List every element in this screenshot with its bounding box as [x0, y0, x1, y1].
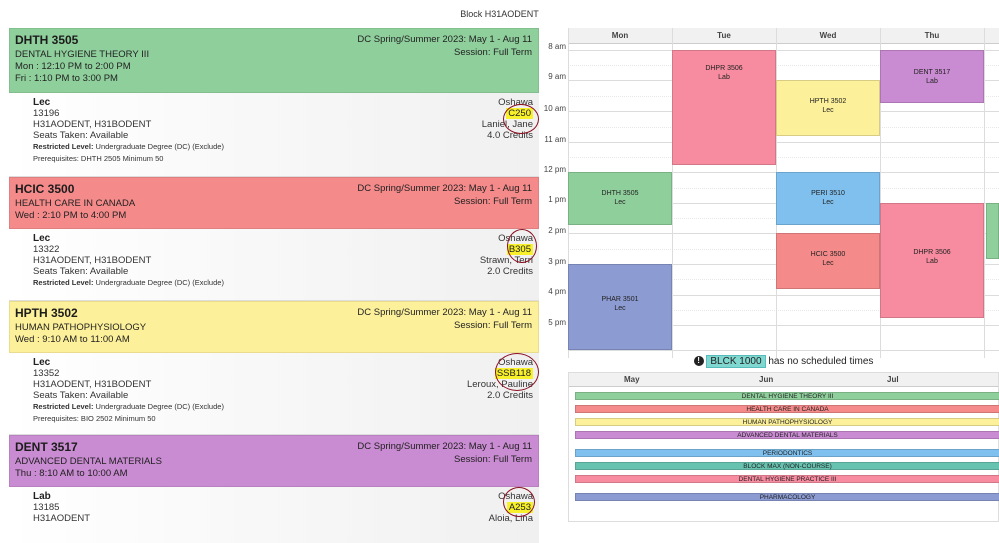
hour-label: 5 pm — [548, 318, 566, 327]
info-icon: ! — [694, 356, 704, 366]
event-kind: Lab — [926, 258, 938, 265]
course-name: ADVANCED DENTAL MATERIALS — [15, 456, 162, 467]
term-info — [357, 306, 532, 332]
timeline-bar[interactable]: BLOCK MAX (NON-COURSE) — [575, 462, 999, 470]
credits: 4.0 Credits — [487, 130, 533, 141]
meeting-time: Wed : 9:10 AM to 11:00 AM — [15, 334, 130, 345]
calendar-event-partial[interactable] — [986, 203, 999, 259]
section-type: Lec — [33, 357, 51, 368]
crn: 13352 — [33, 368, 60, 379]
section-blocks: H31AODENT — [33, 513, 91, 524]
day-divider — [984, 28, 985, 358]
room-number: A253 — [508, 502, 531, 513]
course-code: HCIC 3500 — [15, 182, 75, 196]
month-label: May — [624, 375, 640, 384]
event-code: PHAR 3501 — [601, 296, 639, 303]
timeline-bar[interactable]: HEALTH CARE IN CANADA — [575, 405, 999, 413]
event-code: DHPR 3506 — [705, 65, 743, 72]
course-name: DENTAL HYGIENE THEORY III — [15, 49, 150, 60]
campus: Oshawa — [498, 233, 533, 244]
course-header[interactable] — [9, 177, 539, 229]
calendar-event[interactable] — [880, 203, 984, 318]
section-details[interactable] — [9, 93, 539, 177]
calendar-day-header — [568, 28, 999, 44]
term-timeline — [568, 372, 999, 522]
month-label: Jul — [887, 375, 899, 384]
section-details[interactable] — [9, 229, 539, 301]
term-dates: DC Spring/Summer 2023: May 1 - Aug 11 — [357, 441, 532, 452]
event-kind: Lab — [718, 74, 730, 81]
day-label: Mon — [611, 31, 629, 40]
section-details[interactable] — [9, 487, 539, 543]
event-kind: Lec — [822, 199, 834, 206]
hour-label: 10 am — [543, 104, 566, 113]
meeting-time: Thu : 8:10 AM to 10:00 AM — [15, 468, 128, 479]
course-card — [9, 301, 539, 435]
hour-label: 8 am — [548, 42, 566, 51]
term-info — [357, 33, 532, 59]
calendar-event[interactable] — [568, 264, 672, 350]
timeline-bar[interactable]: PHARMACOLOGY — [575, 493, 999, 501]
calendar-event[interactable] — [776, 233, 880, 289]
restricted-level: Restricted Level: Undergraduate Degree (DC) (Exclude) — [33, 402, 224, 411]
course-name: HUMAN PATHOPHYSIOLOGY — [15, 322, 147, 333]
grid-line — [568, 350, 999, 351]
crn: 13196 — [33, 108, 60, 119]
course-name: HEALTH CARE IN CANADA — [15, 198, 136, 209]
session-label: Session: Full Term — [454, 196, 532, 207]
session-label: Session: Full Term — [454, 454, 532, 465]
section-blocks: H31AODENT, H31BODENT — [33, 255, 152, 266]
section-type: Lec — [33, 233, 51, 244]
course-code: DHTH 3505 — [15, 33, 79, 47]
credits: 2.0 Credits — [487, 390, 533, 401]
room-circle-annotation — [507, 229, 537, 263]
instructor: Aloia, Lina — [488, 513, 533, 524]
calendar-event[interactable] — [672, 50, 776, 165]
course-card — [9, 28, 539, 177]
hour-label: 2 pm — [548, 226, 566, 235]
day-label: Tue — [717, 31, 731, 40]
course-list — [9, 28, 539, 543]
section-details[interactable] — [9, 353, 539, 435]
term-info — [357, 182, 532, 208]
crn: 13185 — [33, 502, 60, 513]
hour-label: 1 pm — [548, 195, 566, 204]
event-kind: Lec — [822, 260, 834, 267]
restricted-level: Restricted Level: Undergraduate Degree (DC) (Exclude) — [33, 142, 224, 151]
seats-taken: Seats Taken: Available — [33, 266, 129, 277]
term-dates: DC Spring/Summer 2023: May 1 - Aug 11 — [357, 183, 532, 194]
day-label: Thu — [924, 31, 940, 40]
calendar-event[interactable] — [776, 172, 880, 225]
timeline-bar[interactable]: PERIODONTICS — [575, 449, 999, 457]
course-card — [9, 435, 539, 543]
room-number: C250 — [508, 108, 531, 119]
section-blocks: H31AODENT, H31BODENT — [33, 119, 152, 130]
event-code: HCIC 3500 — [810, 251, 846, 258]
term-dates: DC Spring/Summer 2023: May 1 - Aug 11 — [357, 307, 532, 318]
seats-taken: Seats Taken: Available — [33, 390, 129, 401]
course-code: DENT 3517 — [15, 440, 78, 454]
hour-label: 11 am — [544, 135, 566, 144]
course-header[interactable] — [9, 301, 539, 353]
room-circle-annotation — [503, 104, 539, 134]
crn: 13322 — [33, 244, 60, 255]
meeting-time: Fri : 1:10 PM to 3:00 PM — [15, 73, 118, 84]
section-type: Lab — [33, 491, 51, 502]
calendar-event[interactable] — [568, 172, 672, 225]
timeline-bar[interactable]: ADVANCED DENTAL MATERIALS — [575, 431, 999, 439]
timeline-header — [569, 373, 998, 387]
meeting-time: Wed : 2:10 PM to 4:00 PM — [15, 210, 127, 221]
timeline-bar[interactable]: DENTAL HYGIENE THEORY III — [575, 392, 999, 400]
event-kind: Lec — [822, 107, 834, 114]
event-code: HPTH 3502 — [809, 98, 847, 105]
course-header[interactable] — [9, 28, 539, 93]
event-code: DHTH 3505 — [601, 190, 639, 197]
room-circle-annotation — [503, 487, 535, 517]
course-card — [9, 177, 539, 301]
grid-line — [568, 157, 999, 158]
block-title: Block H31AODENT — [460, 9, 539, 19]
timeline-bar[interactable]: DENTAL HYGIENE PRACTICE III — [575, 475, 999, 483]
campus: Oshawa — [498, 357, 533, 368]
month-label: Jun — [759, 375, 774, 384]
day-label: Wed — [819, 31, 837, 40]
term-dates: DC Spring/Summer 2023: May 1 - Aug 11 — [357, 34, 532, 45]
weekly-calendar — [540, 28, 999, 358]
room-circle-annotation — [495, 353, 539, 391]
seats-taken: Seats Taken: Available — [33, 130, 129, 141]
campus: Oshawa — [498, 491, 533, 502]
session-label: Session: Full Term — [454, 47, 532, 58]
hour-label: 3 pm — [548, 257, 566, 266]
instructor: Laniel, Jane — [481, 119, 533, 130]
section-blocks: H31AODENT, H31BODENT — [33, 379, 152, 390]
instructor: Leroux, Pauline — [466, 379, 533, 390]
event-kind: Lec — [614, 305, 626, 312]
session-label: Session: Full Term — [454, 320, 532, 331]
block-code-badge[interactable]: BLCK 1000 — [706, 355, 765, 368]
restricted-level: Restricted Level: Undergraduate Degree (DC) (Exclude) — [33, 278, 224, 287]
hour-label: 12 pm — [543, 165, 566, 174]
grid-line — [568, 142, 999, 143]
section-type: Lec — [33, 97, 51, 108]
calendar-event[interactable] — [880, 50, 984, 103]
no-schedule-notice — [568, 356, 999, 367]
timeline-bar[interactable]: HUMAN PATHOPHYSIOLOGY — [575, 418, 999, 426]
room-number: B305 — [508, 244, 531, 255]
no-schedule-text: has no scheduled times — [768, 356, 874, 367]
meeting-time: Mon : 12:10 PM to 2:00 PM — [15, 61, 131, 72]
hour-label: 9 am — [548, 72, 566, 81]
event-code: PERI 3510 — [811, 190, 845, 197]
room-number: SSB118 — [496, 368, 531, 379]
credits: 2.0 Credits — [487, 266, 533, 277]
hour-label: 4 pm — [548, 287, 566, 296]
course-header[interactable] — [9, 435, 539, 487]
prerequisites: Prerequisites: DHTH 2505 Minimum 50 — [33, 154, 164, 163]
event-kind: Lec — [614, 199, 626, 206]
instructor: Strawn, Terri — [479, 255, 533, 266]
term-info — [357, 440, 532, 466]
event-code: DHPR 3506 — [913, 249, 951, 256]
campus: Oshawa — [498, 97, 533, 108]
event-code: DENT 3517 — [913, 69, 951, 76]
prerequisites: Prerequisites: BIO 2502 Minimum 50 — [33, 414, 156, 423]
event-kind: Lab — [926, 78, 938, 85]
calendar-event[interactable] — [776, 80, 880, 136]
course-code: HPTH 3502 — [15, 306, 78, 320]
